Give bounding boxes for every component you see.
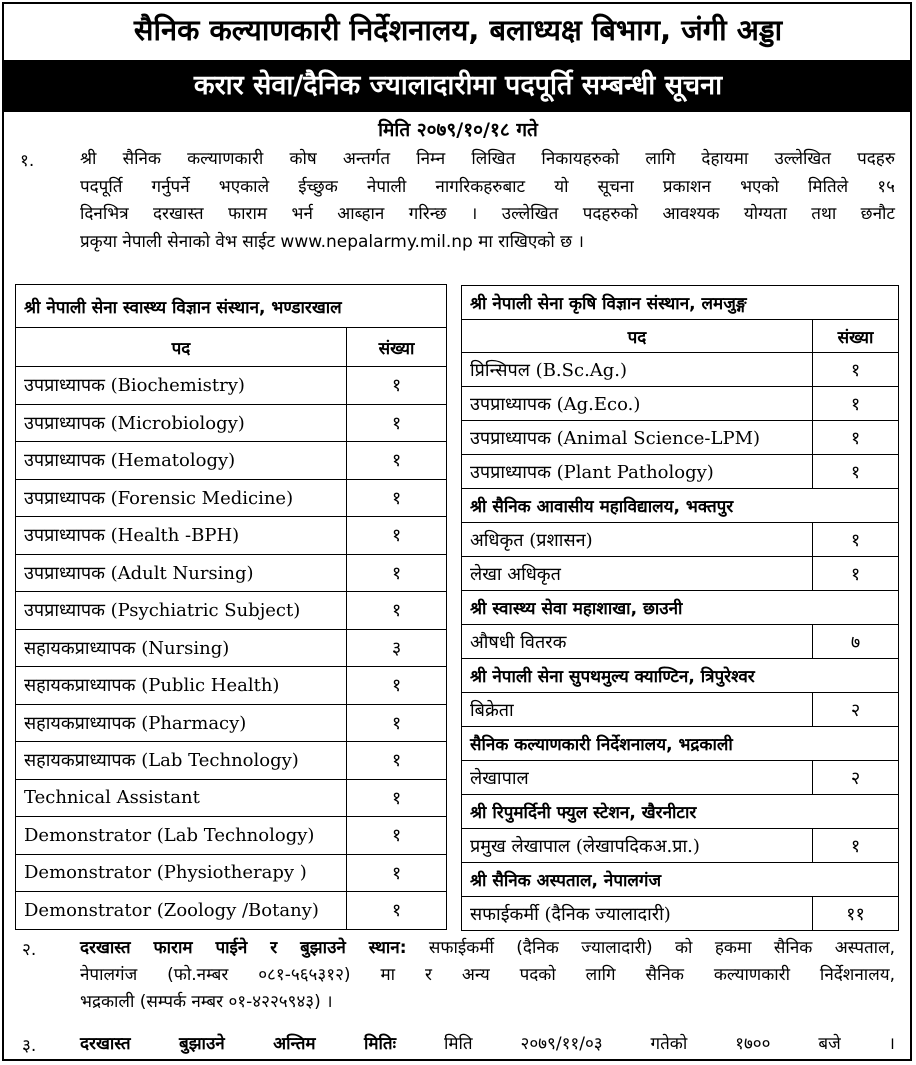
post-cell: अधिकृत (प्रशासन) — [462, 523, 813, 557]
count-cell: १ — [347, 367, 447, 405]
para2-line1-rest: सफाईकर्मी (दैनिक ज्यालादारी) को हकमा सैनिक अस्पताल, — [406, 938, 895, 958]
para1-line: दिनभित्र दरखास्त फाराम भर्न आब्हान गरिन्छ । उल्लेखित पदहरुको आवश्यक योग्यता तथा छनौट — [80, 204, 895, 224]
post-cell: औषधी वितरक — [462, 625, 813, 659]
count-cell: १ — [347, 892, 447, 930]
post-cell: लेखापाल — [462, 761, 813, 795]
post-cell: सहायकप्राध्यापक (Pharmacy) — [16, 704, 347, 742]
post-cell: Technical Assistant — [16, 779, 347, 817]
count-cell: ११ — [813, 897, 899, 931]
para2-line: नेपालगंज (फो.नम्बर ०८१-५६५३१२) मा र अन्य पदको लागि सैनिक कल्याणकारी निर्देशनालय, — [80, 965, 895, 985]
count-cell: १ — [347, 517, 447, 555]
count-cell: १ — [347, 854, 447, 892]
left-vacancy-table — [15, 284, 447, 930]
post-cell: उपप्राध्यापक (Ag.Eco.) — [462, 387, 813, 421]
count-cell: १ — [347, 704, 447, 742]
post-cell: उपप्राध्यापक (Adult Nursing) — [16, 554, 347, 592]
count-cell: १ — [347, 667, 447, 705]
post-cell: उपप्राध्यापक (Hematology) — [16, 442, 347, 480]
post-cell: सहायकप्राध्यापक (Lab Technology) — [16, 742, 347, 780]
count-cell: ३ — [347, 629, 447, 667]
section-header: श्री सैनिक अस्पताल, नेपालगंज — [462, 863, 899, 897]
count-cell: १ — [813, 557, 899, 591]
count-cell: २ — [813, 761, 899, 795]
post-cell: सफाईकर्मी (दैनिक ज्यालादारी) — [462, 897, 813, 931]
section-header: श्री नेपाली सेना सुपथमुल्य क्याण्टिन, त्रिपुरेश्वर — [462, 659, 899, 693]
post-cell: लेखा अधिकृत — [462, 557, 813, 591]
para3-rest: मिति २०७९/११/०३ गतेको १७०० बजे । — [396, 1034, 895, 1054]
para3-number: ३. — [22, 1036, 37, 1056]
count-cell: १ — [813, 455, 899, 489]
post-cell: उपप्राध्यापक (Animal Science-LPM) — [462, 421, 813, 455]
para1-line: श्री सैनिक कल्याणकारी कोष अन्तर्गत निम्न लिखित निकायहरुको लागि देहायमा उल्लेखित पदहरु — [80, 149, 895, 169]
section-header: सैनिक कल्याणकारी निर्देशनालय, भद्रकाली — [462, 727, 899, 761]
post-cell: सहायकप्राध्यापक (Nursing) — [16, 629, 347, 667]
section-header: श्री रिपुमर्दिनी फ्युल स्टेशन, खैरनीटार — [462, 795, 899, 829]
count-cell: १ — [813, 387, 899, 421]
notice-date: मिति २०७९/१०/१८ गते — [378, 119, 538, 141]
para1-number: १. — [20, 151, 35, 171]
right-vacancy-table — [461, 285, 899, 931]
column-header-count: संख्या — [813, 320, 899, 353]
count-cell: १ — [347, 479, 447, 517]
para2-lead: दरखास्त फाराम पाईने र बुझाउने स्थान: — [80, 938, 407, 958]
para1-line: प्रकृया नेपाली सेनाको वेभ साईट www.nepalarmy.mil.np मा राखिएको छ । — [80, 231, 584, 252]
post-cell: प्रमुख लेखापाल (लेखापदिकअ.प्रा.) — [462, 829, 813, 863]
count-cell: १ — [347, 779, 447, 817]
count-cell: १ — [813, 421, 899, 455]
count-cell: ७ — [813, 625, 899, 659]
section-header: श्री नेपाली सेना कृषि विज्ञान संस्थान, लमजुङ्ग — [462, 286, 899, 320]
count-cell: १ — [813, 829, 899, 863]
post-cell: उपप्राध्यापक (Forensic Medicine) — [16, 479, 347, 517]
count-cell: १ — [347, 817, 447, 855]
para2-line: भद्रकाली (सम्पर्क नम्बर ०१-४२२५९४३) । — [80, 992, 333, 1012]
section-header: श्री स्वास्थ्य सेवा महाशाखा, छाउनी — [462, 591, 899, 625]
post-cell: बिक्रेता — [462, 693, 813, 727]
post-cell: उपप्राध्यापक (Biochemistry) — [16, 367, 347, 405]
para2-number: २. — [22, 940, 37, 960]
post-cell: उपप्राध्यापक (Microbiology) — [16, 404, 347, 442]
para3-text — [80, 1031, 895, 1058]
post-cell: Demonstrator (Physiotherapy ) — [16, 854, 347, 892]
count-cell: १ — [813, 353, 899, 387]
para2-line — [80, 935, 895, 962]
post-cell: Demonstrator (Lab Technology) — [16, 817, 347, 855]
section-header: श्री सैनिक आवासीय महाविद्यालय, भक्तपुर — [462, 489, 899, 523]
count-cell: १ — [813, 523, 899, 557]
post-cell: प्रिन्सिपल (B.Sc.Ag.) — [462, 353, 813, 387]
count-cell: १ — [347, 404, 447, 442]
count-cell: १ — [347, 442, 447, 480]
section-header: श्री नेपाली सेना स्वास्थ्य विज्ञान संस्थान, भण्डारखाल — [16, 285, 447, 328]
count-cell: १ — [347, 742, 447, 780]
para3-lead: दरखास्त बुझाउने अन्तिम मितिः — [80, 1034, 397, 1054]
post-cell: Demonstrator (Zoology /Botany) — [16, 892, 347, 930]
post-cell: उपप्राध्यापक (Plant Pathology) — [462, 455, 813, 489]
column-header-post: पद — [462, 320, 813, 353]
para2-text — [80, 935, 895, 1016]
para1-line: पदपूर्ति गर्नुपर्ने भएकाले ईच्छुक नेपाली नागरिकहरुबाट यो सूचना प्रकाशन भएको मितिले १५ — [80, 176, 895, 197]
notice-title: सैनिक कल्याणकारी निर्देशनालय, बलाध्यक्ष बिभाग, जंगी अड्डा — [133, 13, 783, 47]
count-cell: १ — [347, 592, 447, 630]
post-cell: सहायकप्राध्यापक (Public Health) — [16, 667, 347, 705]
column-header-count: संख्या — [347, 328, 447, 367]
count-cell: १ — [347, 554, 447, 592]
count-cell: २ — [813, 693, 899, 727]
para1-text — [80, 146, 895, 256]
column-header-post: पद — [16, 328, 347, 367]
post-cell: उपप्राध्यापक (Health -BPH) — [16, 517, 347, 555]
notice-subtitle-banner: करार सेवा/दैनिक ज्यालादारीमा पदपूर्ति सम्बन्धी सूचना — [4, 60, 912, 112]
post-cell: उपप्राध्यापक (Psychiatric Subject) — [16, 592, 347, 630]
